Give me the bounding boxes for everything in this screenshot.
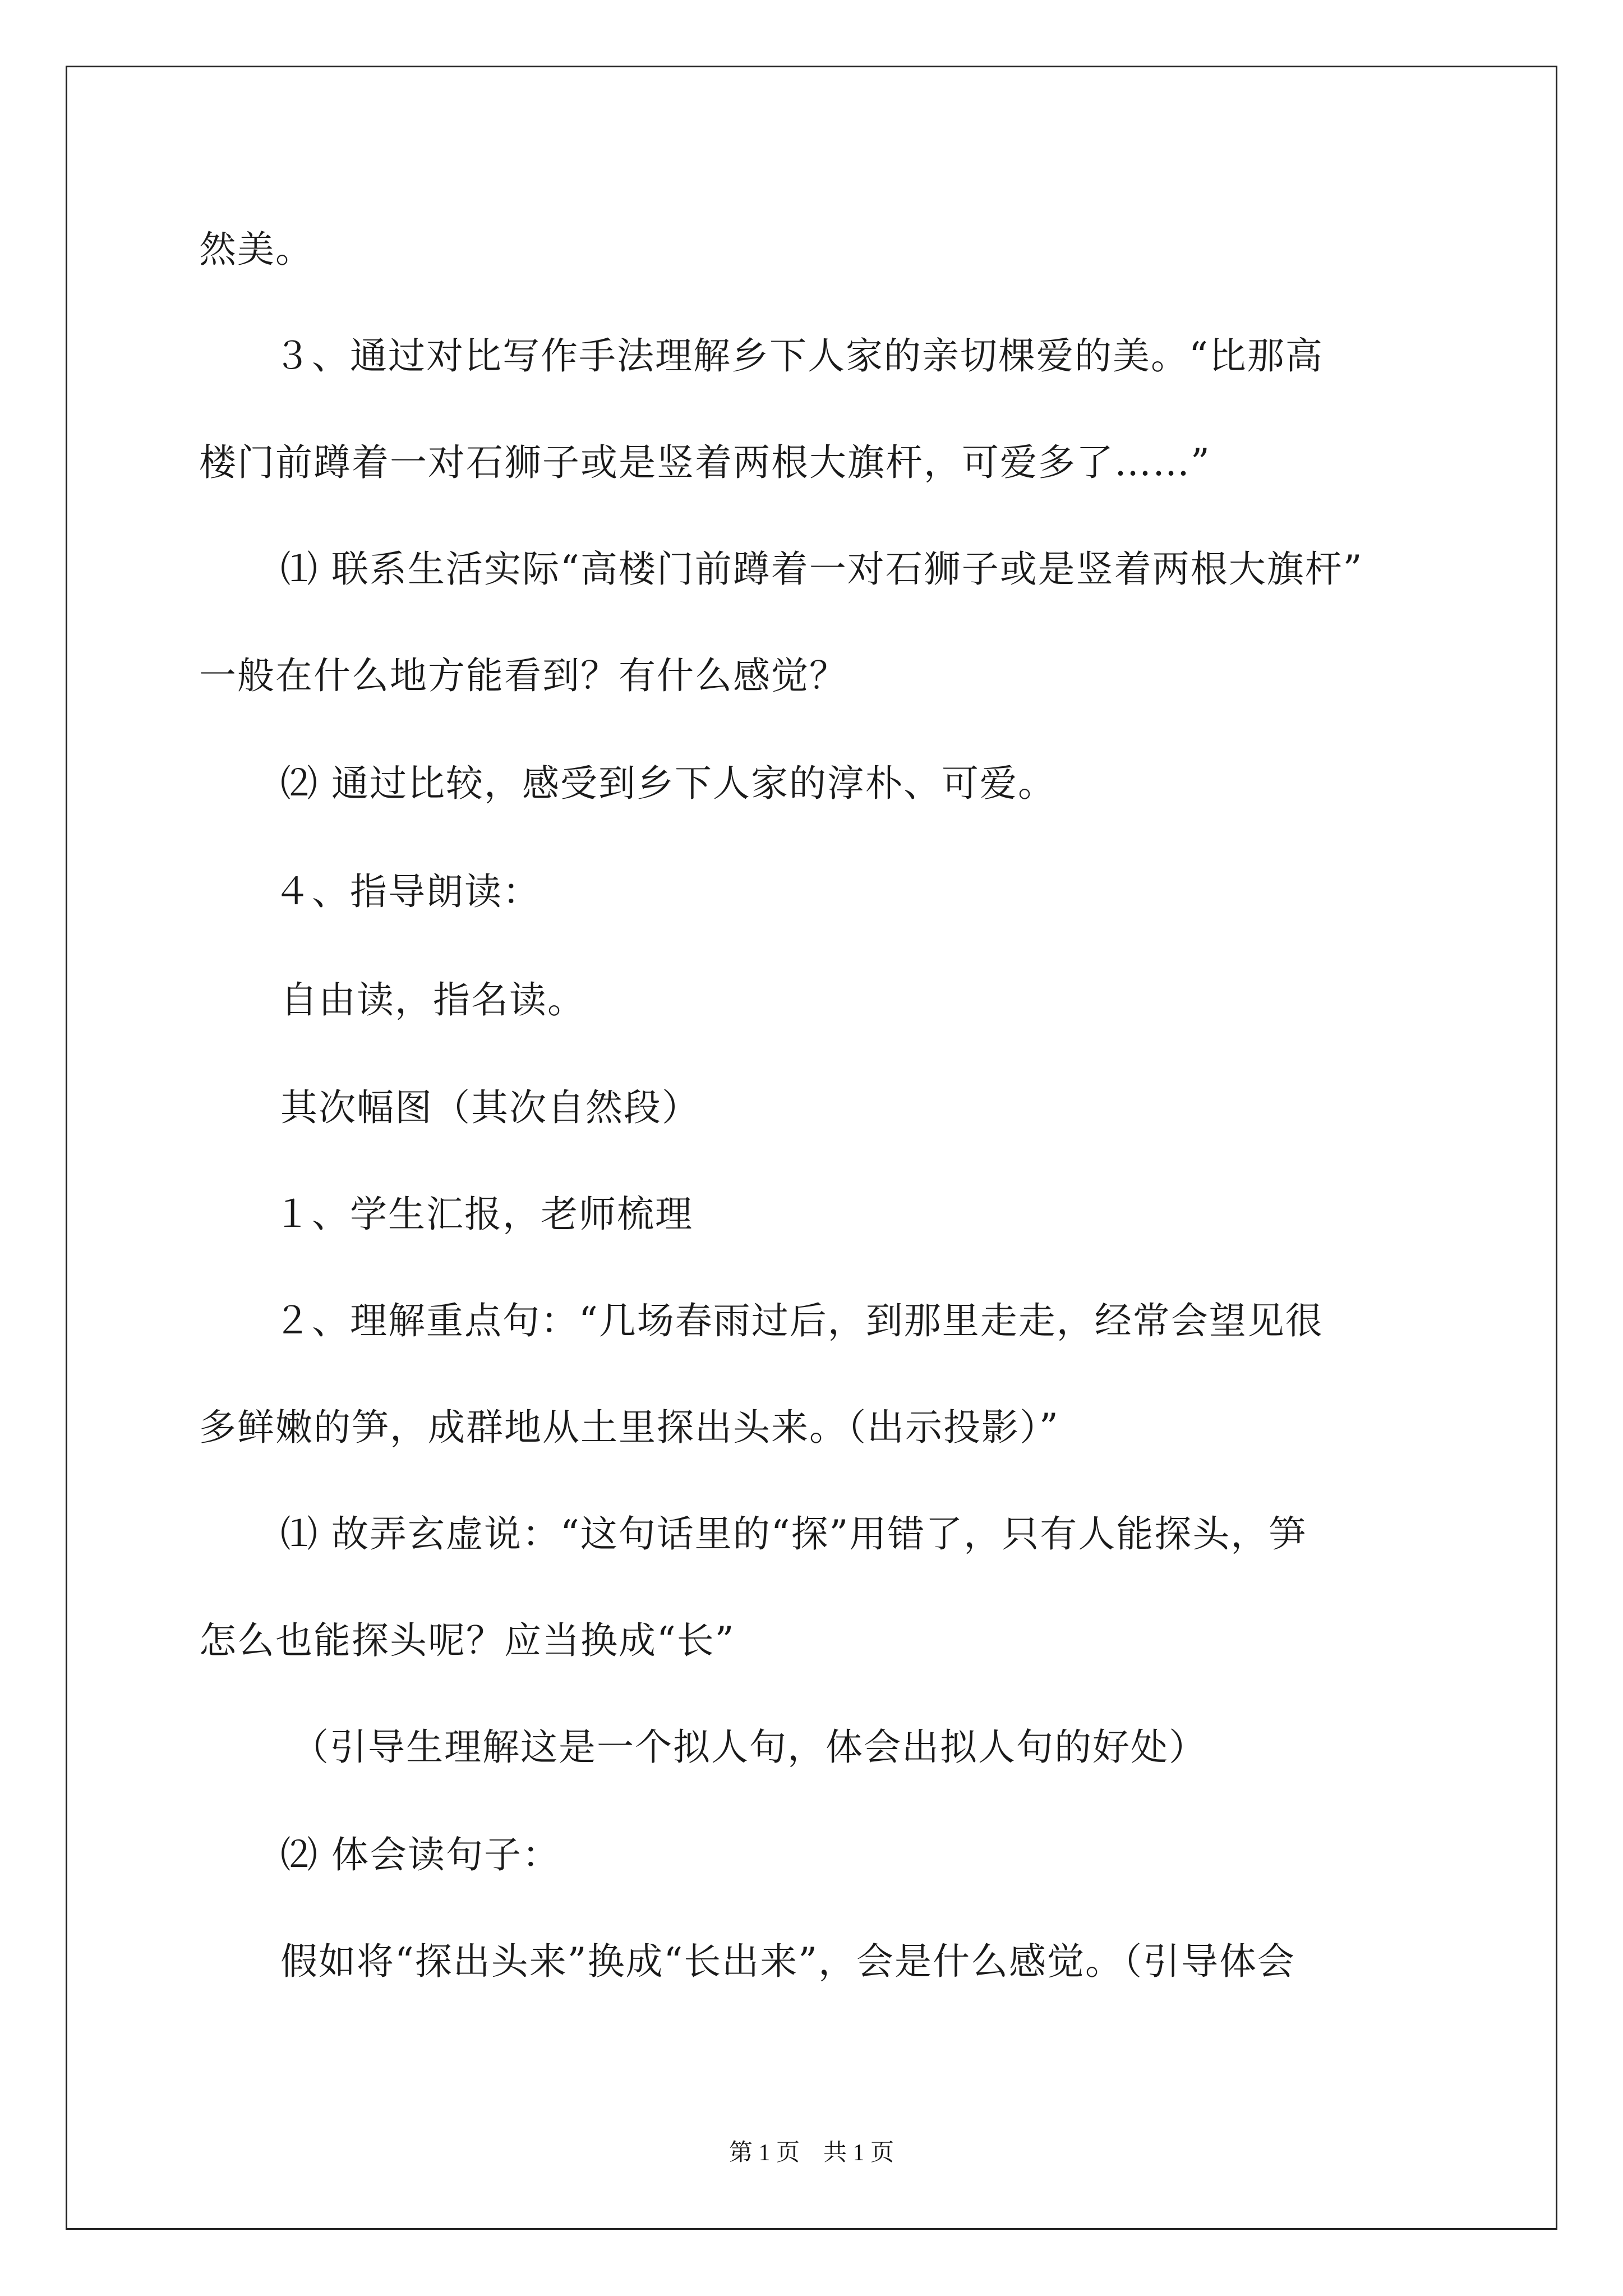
text-line: 一般在什么地方能看到？有什么感觉？ — [199, 654, 847, 697]
page-footer: 第 1 页 共 1 页 — [728, 2140, 894, 2166]
text-line: 然美。 — [199, 228, 313, 271]
text-line: 怎么也能探头呢？应当换成“长” — [199, 1619, 735, 1662]
text-line: 自由读，指名读。 — [280, 978, 585, 1022]
text-line: ２、理解重点句：“几场春雨过后，到那里走走，经常会望见很 — [274, 1299, 1324, 1342]
text-line: 楼门前蹲着一对石狮子或是竖着两根大旗杆，可爱多了……” — [199, 441, 1211, 484]
text-line: ⑵ 体会读句子： — [280, 1833, 560, 1876]
text-line: （引导生理解这是一个拟人句，体会出拟人句的好处） — [292, 1726, 1207, 1769]
text-line: ４、指导朗读： — [274, 870, 541, 913]
text-line: １、学生汇报，老师梳理 — [274, 1193, 693, 1236]
text-line: ⑴ 联系生活实际“高楼门前蹲着一对石狮子或是竖着两根大旗杆” — [280, 547, 1363, 591]
text-line: ⑵ 通过比较，感受到乡下人家的淳朴、可爱。 — [280, 762, 1056, 805]
text-line: 多鲜嫩的笋，成群地从土里探出头来。（出示投影）” — [199, 1406, 1059, 1449]
section-heading: 其次幅图（其次自然段） — [280, 1086, 700, 1129]
text-line: ⑴ 故弄玄虚说：“这句话里的“探”用错了，只有人能探头，笋 — [280, 1512, 1307, 1556]
text-line: 假如将“探出头来”换成“长出来”，会是什么感觉。（引导体会 — [280, 1940, 1295, 1983]
text-line: ３、通过对比写作手法理解乡下人家的亲切棵爱的美。“比那高 — [274, 334, 1324, 378]
